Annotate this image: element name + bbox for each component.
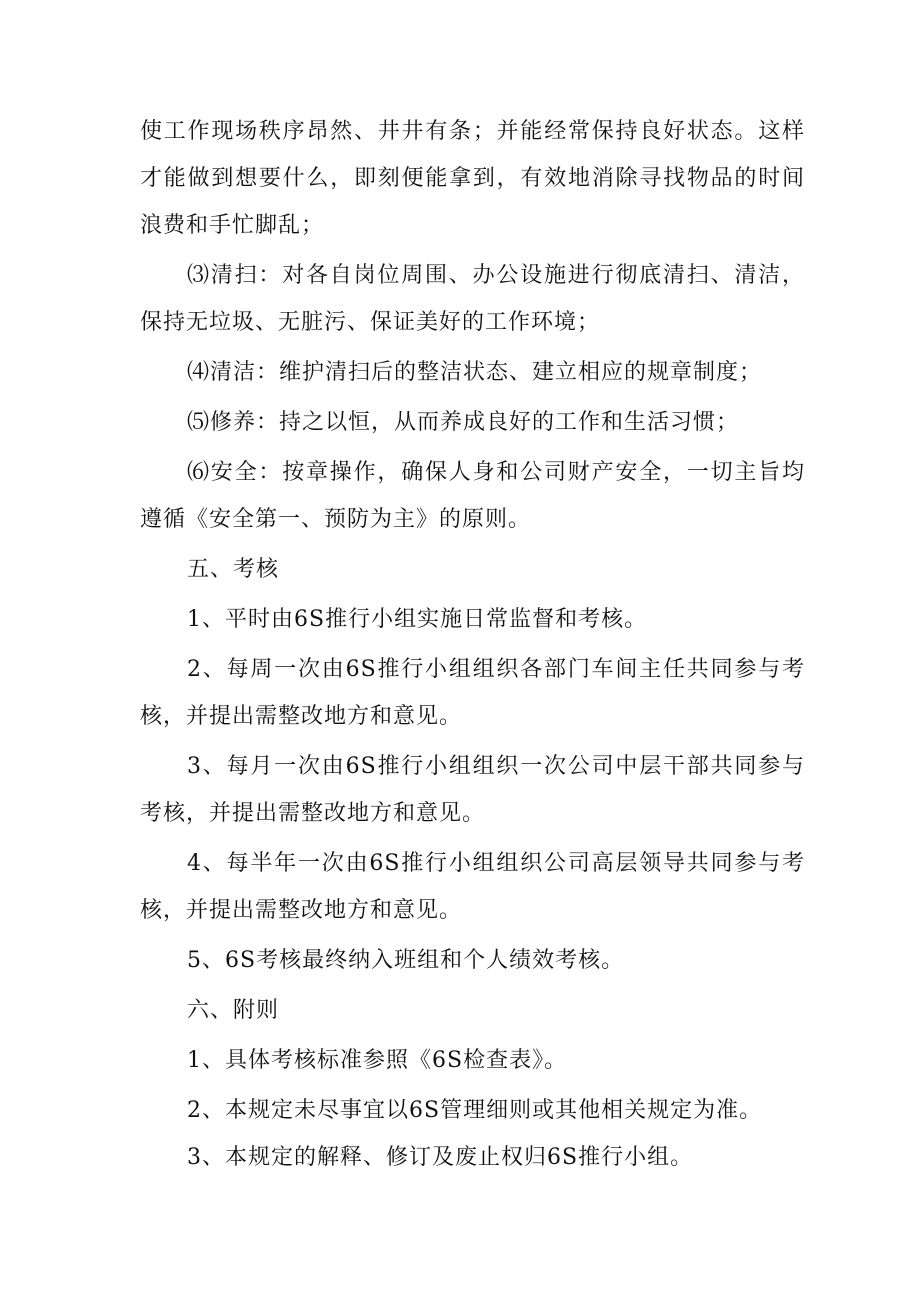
supplementary-item-3: 3、本规定的解释、修订及废止权归6S推行小组。 [187,1145,694,1170]
assessment-item-4: 4、每半年一次由6S推行小组组织公司高层领导共同参与考核，并提出需整改地方和意见。 [140,851,805,923]
paragraph-6s-cleaning: ⑶清扫：对各自岗位周围、办公设施进行彻底清扫、清洁，保持无垃圾、无脏污、保证美好的工作环境； [140,263,805,335]
document-body [140,108,805,1184]
paragraph-6s-arrangement-continued: 使工作现场秩序昂然、井井有条；并能经常保持良好状态。这样才能做到想要什么，即刻便能拿到，有效地消除寻找物品的时间浪费和手忙脚乱； [140,119,805,238]
section-heading-assessment: 五、考核 [187,557,280,582]
supplementary-item-1: 1、具体考核标准参照《6S检查表》。 [187,1048,568,1073]
paragraph-6s-safety: ⑹安全：按章操作，确保人身和公司财产安全，一切主旨均遵循《安全第一、预防为主》的原则。 [140,460,805,532]
supplementary-item-2: 2、本规定未尽事宜以6S管理细则或其他相关规定为准。 [187,1098,763,1123]
assessment-item-3: 3、每月一次由6S推行小组组织一次公司中层干部共同参与考核，并提出需整改地方和意见。 [140,754,805,826]
assessment-item-5: 5、6S考核最终纳入班组和个人绩效考核。 [187,948,625,973]
paragraph-6s-discipline: ⑸修养：持之以恒，从而养成良好的工作和生活习惯； [187,410,740,435]
paragraph-6s-cleanliness: ⑷清洁：维护清扫后的整洁状态、建立相应的规章制度； [187,360,763,385]
assessment-item-1: 1、平时由6S推行小组实施日常监督和考核。 [187,607,648,632]
assessment-item-2: 2、每周一次由6S推行小组组织各部门车间主任共同参与考核，并提出需整改地方和意见。 [140,657,805,729]
section-heading-supplementary: 六、附则 [187,998,280,1023]
